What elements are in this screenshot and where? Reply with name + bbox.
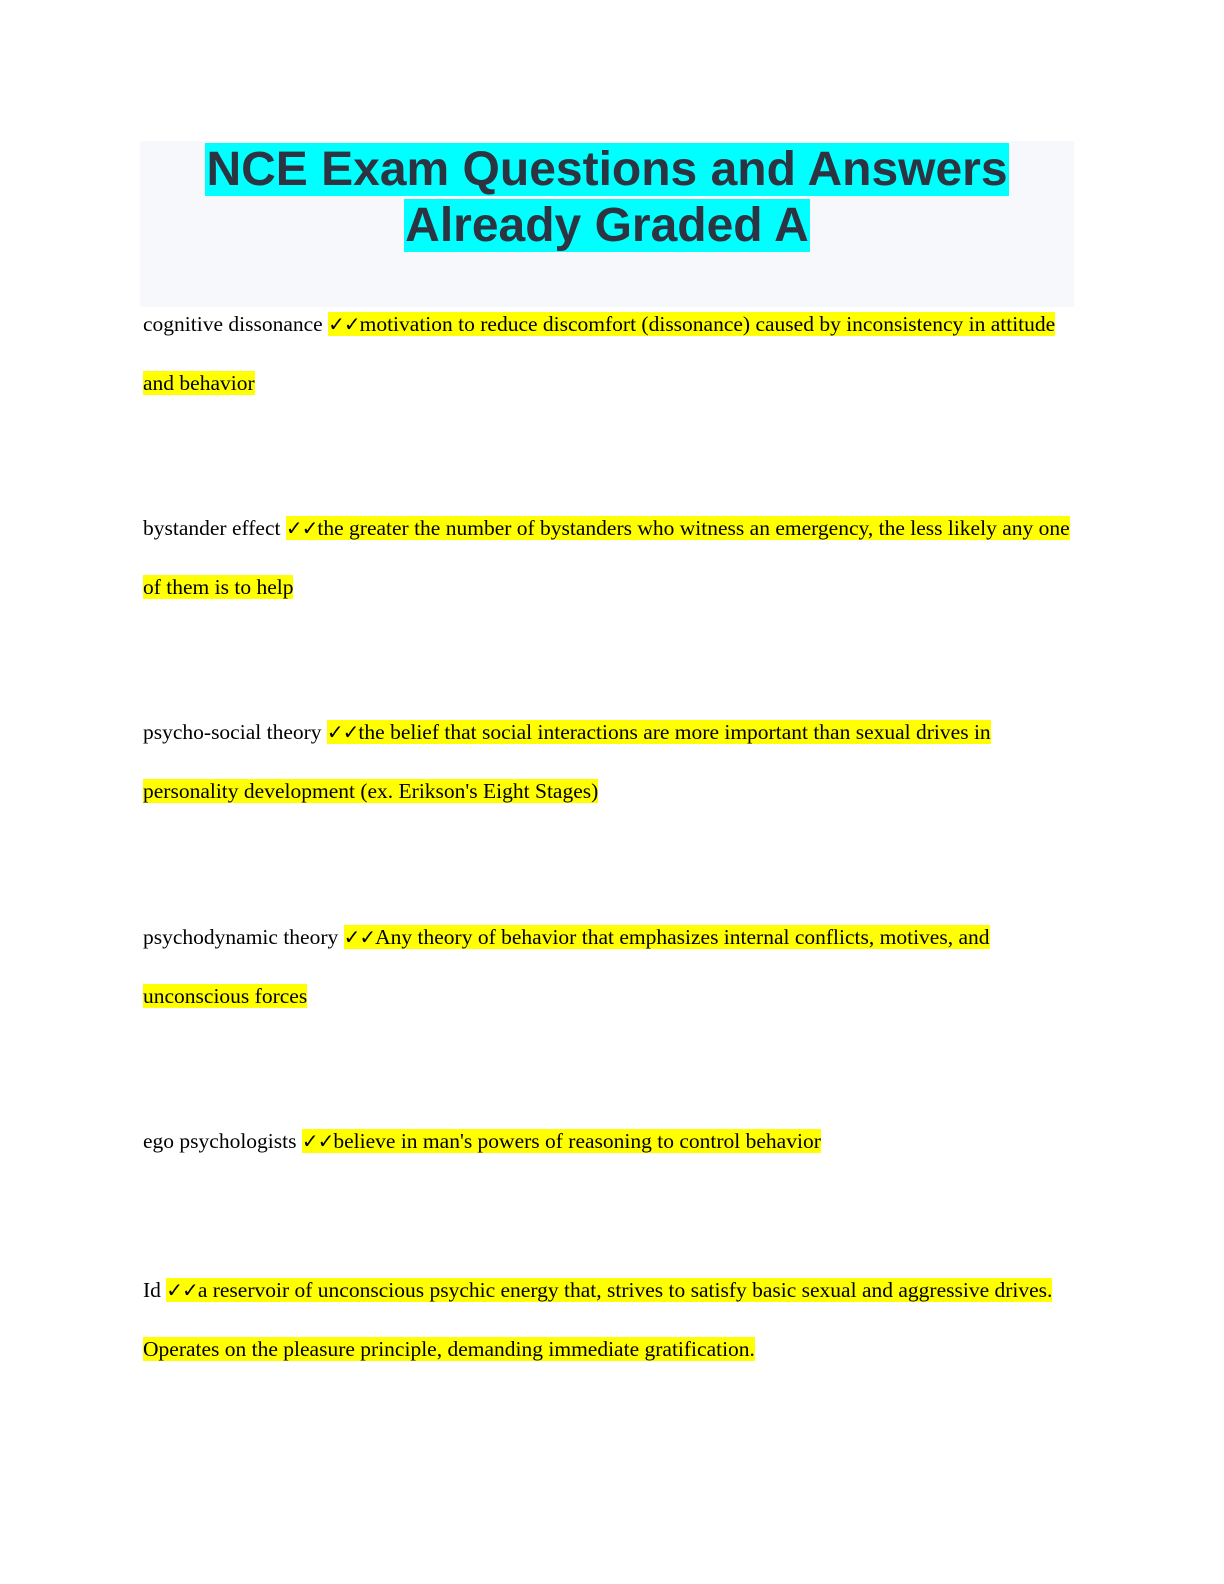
qa-entry [143,499,1078,617]
entry-answer [302,1129,821,1153]
double-check-icon: ✓✓ [343,925,376,949]
entry-term: cognitive dissonance [143,312,323,336]
entry-answer [143,516,1070,599]
entry-answer-text: a reservoir of unconscious psychic energy that, strives to satisfy basic sexual and aggressive drives. Operates on the pleasure principle, demanding immediate gratification. [143,1278,1053,1361]
title-highlight: NCE Exam Questions and Answers [206,143,1008,196]
double-check-icon: ✓✓ [301,1129,334,1153]
double-check-icon: ✓✓ [328,312,360,336]
document-title-line-2 [140,198,1074,254]
document-title-line-1 [140,142,1074,198]
entry-answer-text: the belief that social interactions are more important than sexual drives in personality development (ex. Erikson's Eight Stages) [143,720,991,803]
qa-entry [143,295,1078,413]
qa-entry [143,1112,1078,1171]
entry-answer-text: Any theory of behavior that emphasizes internal conflicts, motives, and unconscious forces [143,925,990,1008]
entry-term: psychodynamic theory [143,925,339,949]
entry-term: ego psychologists [143,1129,297,1153]
double-check-icon: ✓✓ [326,720,359,744]
qa-entry [143,908,1078,1026]
qa-entry [143,1261,1078,1379]
entry-answer-text: believe in man's powers of reasoning to control behavior [333,1129,821,1153]
qa-entry [143,703,1078,821]
entry-term: bystander effect [143,516,281,540]
entry-term: psycho-social theory [143,720,322,744]
entry-answer [143,1278,1052,1361]
double-check-icon: ✓✓ [285,516,318,540]
entry-answer-text: the greater the number of bystanders who witness an emergency, the less likely any one of them is to help [143,516,1070,599]
entry-term: Id [143,1278,161,1302]
double-check-icon: ✓✓ [166,1278,198,1302]
title-highlight: Already Graded A [405,199,809,252]
title-block [140,141,1074,307]
entry-answer-text: motivation to reduce discomfort (dissonance) caused by inconsistency in attitude and behavior [143,312,1056,395]
